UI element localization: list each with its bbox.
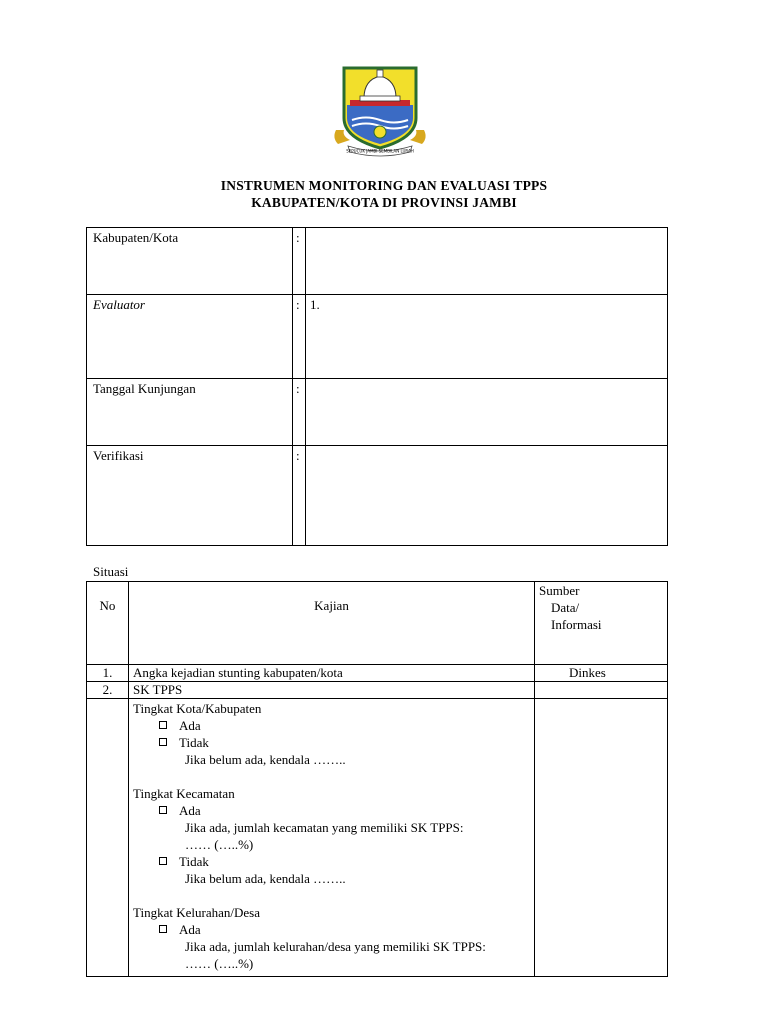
field-label-verifikasi: Verifikasi — [87, 446, 293, 546]
header-no: No — [87, 582, 129, 665]
row2-sumber[interactable] — [535, 682, 668, 699]
identity-table — [86, 227, 668, 546]
table-row-detail — [87, 699, 668, 977]
option-kec-tidak[interactable]: Tidak — [133, 853, 530, 870]
jambi-province-emblem — [330, 60, 430, 158]
option-kab-tidak[interactable]: Tidak — [133, 734, 530, 751]
option-kel-ada[interactable]: Ada — [133, 921, 530, 938]
row1-kajian: Angka kejadian stunting kabupaten/kota — [129, 665, 535, 682]
field-label-kabupaten-kota: Kabupaten/Kota — [87, 228, 293, 295]
field-colon: : — [293, 446, 306, 546]
row1-sumber: Dinkes — [535, 665, 668, 682]
checkbox-icon[interactable] — [159, 806, 167, 814]
row1-no: 1. — [87, 665, 129, 682]
field-value-tanggal-kunjungan[interactable] — [306, 379, 668, 446]
kec-jumlah-text: Jika ada, jumlah kecamatan yang memiliki SK TPPS: — [185, 820, 464, 835]
document-title-line2: KABUPATEN/KOTA DI PROVINSI JAMBI — [251, 195, 517, 210]
header-kajian: Kajian — [129, 582, 535, 665]
detail-sumber[interactable] — [535, 699, 668, 977]
field-colon: : — [293, 379, 306, 446]
checkbox-icon[interactable] — [159, 857, 167, 865]
header-sumber — [535, 582, 668, 665]
table-row — [87, 665, 668, 682]
checkbox-icon[interactable] — [159, 721, 167, 729]
row-evaluator — [87, 295, 668, 379]
level-title-kabupaten: Tingkat Kota/Kabupaten — [133, 701, 262, 716]
section-label-situasi: Situasi — [93, 564, 129, 579]
field-colon: : — [293, 295, 306, 379]
kab-kendala-text: Jika belum ada, kendala …….. — [185, 752, 346, 767]
kec-persen-text: …… (…..%) — [185, 837, 254, 852]
table-header-row — [87, 582, 668, 665]
table-row — [87, 682, 668, 699]
header-sumber-line1: Sumber — [539, 583, 580, 598]
row2-no: 2. — [87, 682, 129, 699]
kel-jumlah-text: Jika ada, jumlah kelurahan/desa yang memiliki SK TPPS: — [185, 939, 486, 954]
logo-motto: SEPUCUK JAMBI SEMBILAN LURAH — [346, 148, 414, 154]
header-sumber-line2: Data/ — [551, 600, 580, 615]
field-label-tanggal-kunjungan: Tanggal Kunjungan — [87, 379, 293, 446]
header-sumber-line3: Informasi — [551, 617, 602, 632]
field-value-verifikasi[interactable] — [306, 446, 668, 546]
field-value-kabupaten-kota[interactable] — [306, 228, 668, 295]
option-kec-ada[interactable]: Ada — [133, 802, 530, 819]
checkbox-icon[interactable] — [159, 925, 167, 933]
situasi-table — [86, 581, 668, 977]
field-colon: : — [293, 228, 306, 295]
option-kab-ada[interactable]: Ada — [133, 717, 530, 734]
checkbox-icon[interactable] — [159, 738, 167, 746]
sk-tpps-detail — [129, 699, 535, 977]
field-label-evaluator: Evaluator — [87, 295, 293, 379]
row2-kajian: SK TPPS — [129, 682, 535, 699]
level-title-kecamatan: Tingkat Kecamatan — [133, 786, 235, 801]
level-title-kelurahan: Tingkat Kelurahan/Desa — [133, 905, 260, 920]
kec-kendala-text: Jika belum ada, kendala …….. — [185, 871, 346, 886]
row-tanggal-kunjungan — [87, 379, 668, 446]
field-value-evaluator[interactable]: 1. — [306, 295, 668, 379]
document-title-line1: INSTRUMEN MONITORING DAN EVALUASI TPPS — [220, 178, 548, 193]
row-kabupaten-kota — [87, 228, 668, 295]
row-verifikasi — [87, 446, 668, 546]
kel-persen-text: …… (…..%) — [185, 956, 254, 971]
